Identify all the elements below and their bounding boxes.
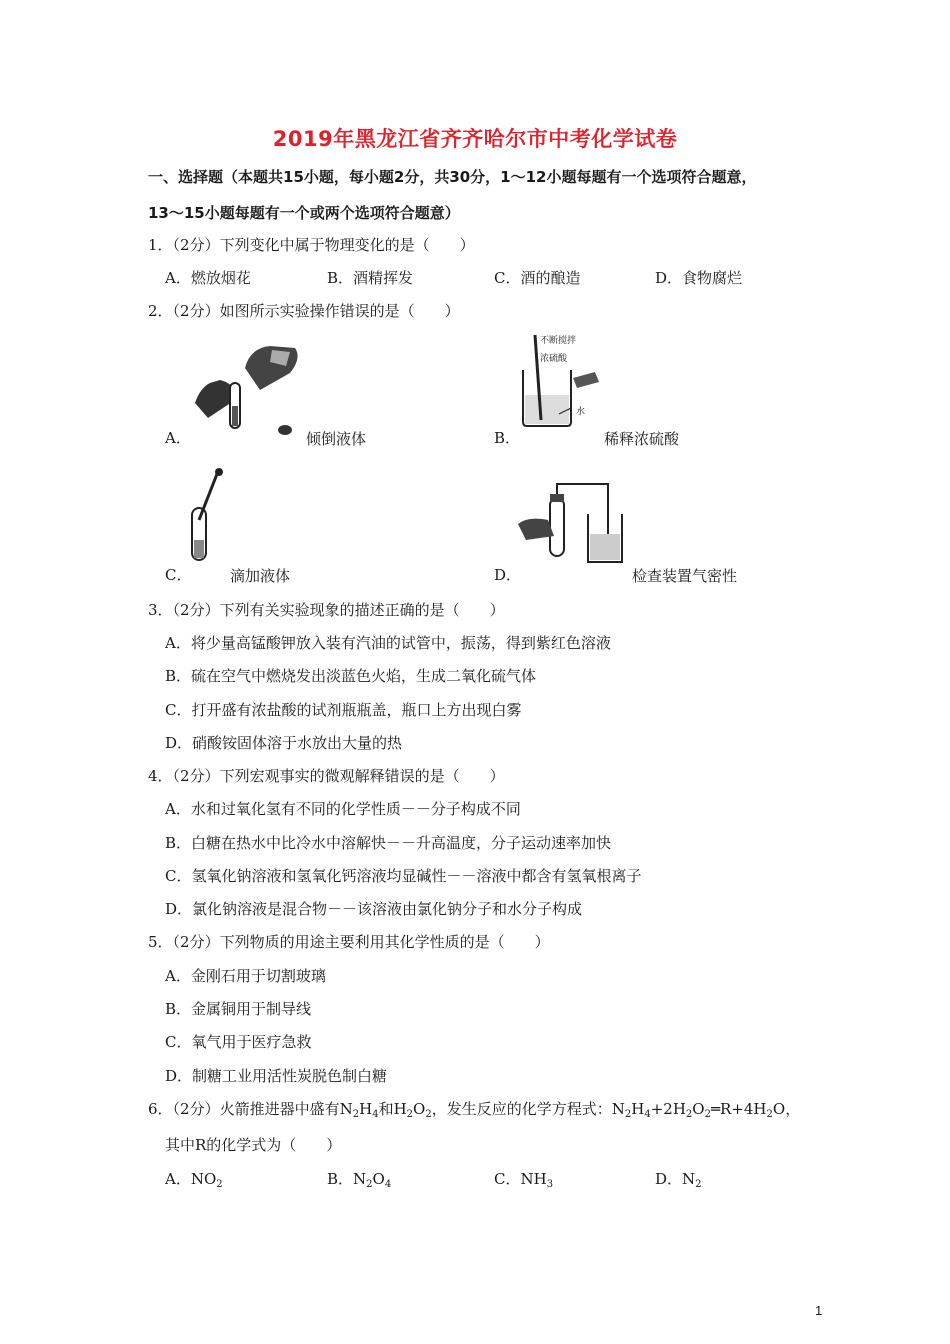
page-title: 2019年黑龙江省齐齐哈尔市中考化学试卷 xyxy=(272,127,678,151)
question-2-stem: 2．（2分）如图所示实验操作错误的是（ ） xyxy=(148,302,460,320)
question-2-option-d-caption: 检查装置气密性 xyxy=(632,567,738,585)
question-3-option-d[interactable]: D．硝酸铵固体溶于水放出大量的热 xyxy=(165,734,403,752)
label-keep-stirring: 不断搅拌 xyxy=(540,336,577,346)
question-4-option-b[interactable]: B．白糖在热水中比冷水中溶解快－－升高温度，分子运动速率加快 xyxy=(165,834,612,852)
chemical-equation: $N_2H_4+2H_2O_2═R+4H_2O$， xyxy=(611,1100,801,1120)
question-6-option-c[interactable]: C．$NH_3$ xyxy=(494,1170,554,1190)
question-5-option-b[interactable]: B．金属铜用于制导线 xyxy=(165,1000,312,1018)
question-3-option-a[interactable]: A．将少量高锰酸钾放入装有汽油的试管中，振荡，得到紫红色溶液 xyxy=(165,634,611,652)
question-2-option-c-caption: 滴加液体 xyxy=(230,567,291,585)
question-2-option-a-letter[interactable]: A． xyxy=(165,429,191,447)
question-4-option-a[interactable]: A．水和过氧化氢有不同的化学性质－－分子构成不同 xyxy=(165,800,521,818)
question-4-option-d[interactable]: D．氯化钠溶液是混合物－－该溶液由氯化钠分子和水分子构成 xyxy=(165,900,583,918)
question-1-stem: 1．（2分）下列变化中属于物理变化的是（ ） xyxy=(148,236,475,254)
question-2-option-a-caption: 倾倒液体 xyxy=(306,430,367,448)
question-5-stem: 5．（2分）下列物质的用途主要利用其化学性质的是（ ） xyxy=(148,933,550,951)
airtightness-check-figure xyxy=(518,478,628,568)
question-3-option-c[interactable]: C．打开盛有浓盐酸的试剂瓶瓶盖，瓶口上方出现白雾 xyxy=(165,701,522,719)
question-6-stem: 6．（2分）火箭推进器中盛有$N_2H_4$和$H_2O_2$，发生反应的化学方程式：$N_2H_4+2H_2O_2═R+4H_2O$， xyxy=(148,1100,801,1120)
question-6-option-b[interactable]: B．$N_2O_4$ xyxy=(327,1170,392,1190)
question-6-option-d[interactable]: D．$N_2$ xyxy=(655,1170,702,1190)
question-1-option-b[interactable]: B．酒精挥发 xyxy=(327,269,414,287)
label-water: 水 xyxy=(576,407,586,417)
question-2-option-b-letter[interactable]: B． xyxy=(494,429,521,447)
question-3-stem: 3．（2分）下列有关实验现象的描述正确的是（ ） xyxy=(148,601,505,619)
question-5-option-a[interactable]: A．金刚石用于切割玻璃 xyxy=(165,967,326,985)
page-number: 1 xyxy=(815,1303,823,1318)
section-header-line-1: 一、选择题（本题共15小题，每小题2分，共30分，1～12小题每题有一个选项符合题意， xyxy=(148,168,757,186)
question-4-stem: 4．（2分）下列宏观事实的微观解释错误的是（ ） xyxy=(148,767,505,785)
question-2-option-d-letter[interactable]: D． xyxy=(494,566,522,584)
label-conc-acid: 浓硫酸 xyxy=(540,354,568,364)
question-5-option-c[interactable]: C．氧气用于医疗急救 xyxy=(165,1033,312,1051)
question-1-option-a[interactable]: A．燃放烟花 xyxy=(165,269,251,287)
section-header-line-2: 13～15小题每题有一个或两个选项符合题意） xyxy=(148,204,460,222)
question-2-option-c-letter[interactable]: C． xyxy=(165,566,192,584)
question-1-option-d[interactable]: D．食物腐烂 xyxy=(655,269,743,287)
question-6-option-a[interactable]: A．$NO_2$ xyxy=(165,1170,223,1190)
question-6-stem-line-2: 其中R的化学式为（ ） xyxy=(165,1136,342,1154)
dropping-liquid-figure xyxy=(185,468,230,563)
question-2-option-b-caption: 稀释浓硫酸 xyxy=(604,430,680,448)
question-4-option-c[interactable]: C．氢氧化钠溶液和氢氧化钙溶液均显碱性－－溶液中都含有氢氧根离子 xyxy=(165,867,642,885)
pouring-liquid-figure xyxy=(190,328,305,443)
question-1-option-c[interactable]: C．酒的酿造 xyxy=(494,269,581,287)
question-5-option-d[interactable]: D．制糖工业用活性炭脱色制白糖 xyxy=(165,1067,388,1085)
question-3-option-b[interactable]: B．硫在空气中燃烧发出淡蓝色火焰，生成二氧化硫气体 xyxy=(165,667,537,685)
